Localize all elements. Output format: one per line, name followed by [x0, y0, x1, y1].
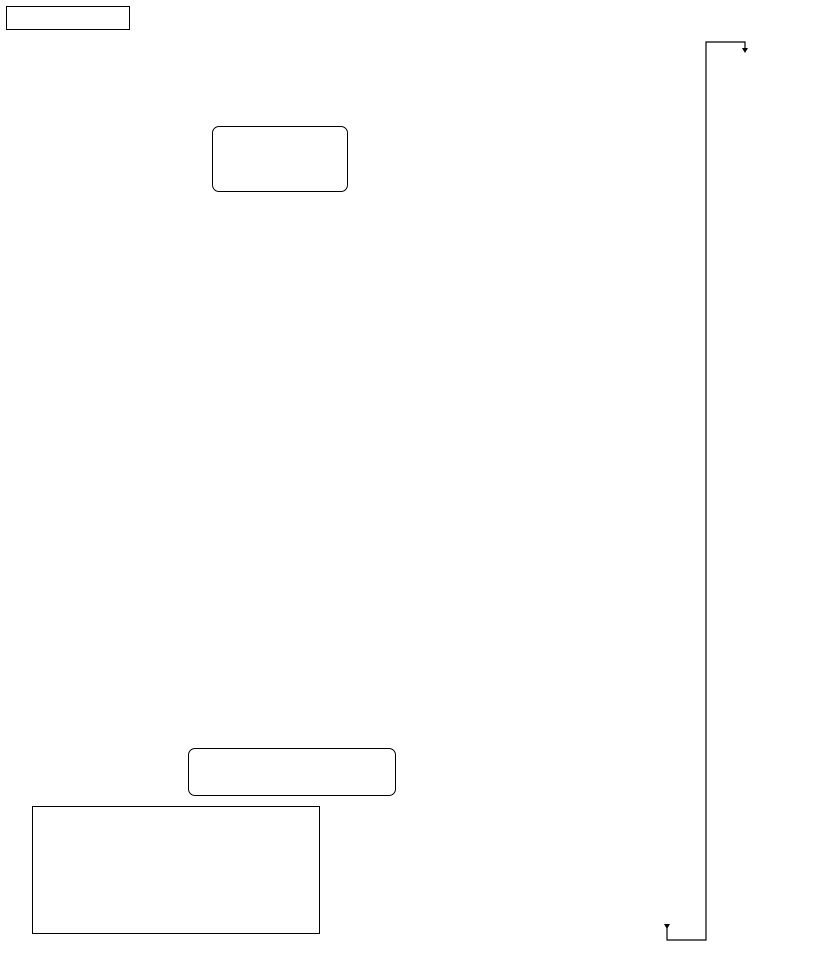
arrow-head-bottom [664, 924, 670, 929]
sequence-connector-line [667, 42, 745, 940]
material-table [32, 806, 320, 934]
clusters-note [212, 126, 348, 192]
diagram-title [6, 6, 130, 30]
cluster-sequence [664, 42, 748, 940]
arrow-head-top [742, 48, 748, 53]
price-box [188, 748, 396, 796]
